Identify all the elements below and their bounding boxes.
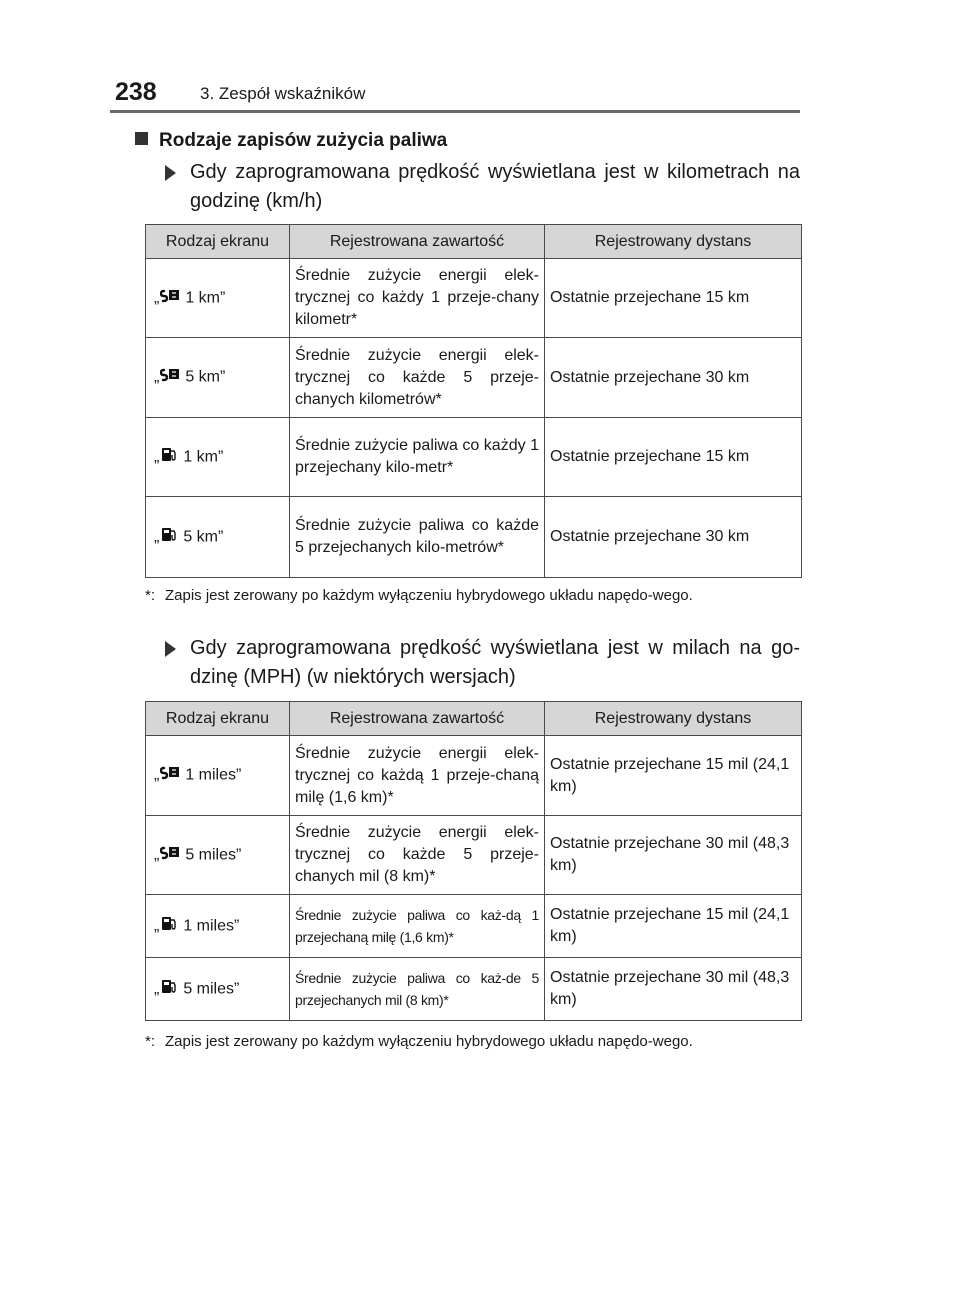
column-header-content: Rejestrowana zawartość [290,225,545,259]
column-header-screen-type: Rodzaj ekranu [146,702,290,736]
distance-cell: Ostatnie przejechane 15 km [545,418,802,497]
distance-cell: Ostatnie przejechane 30 mil (48,3 km) [545,958,802,1021]
footnote-marker: *: [145,1033,156,1050]
screen-type-cell: „ 5 miles” [146,816,290,895]
footnote [145,1030,800,1053]
table-row [146,958,802,1021]
distance-cell: Ostatnie przejechane 15 mil (24,1 km) [545,736,802,816]
table-header-row [146,702,802,736]
column-header-content: Rejestrowana zawartość [290,702,545,736]
screen-type-cell: „ 1 miles” [146,736,290,816]
subsection-mph [165,634,800,692]
chapter-title: 3. Zespół wskaźników [200,84,366,103]
distance-cell: Ostatnie przejechane 30 mil (48,3 km) [545,816,802,895]
table-row [146,259,802,338]
column-header-screen-type: Rodzaj ekranu [146,225,290,259]
fuel-pump-icon [160,914,178,939]
electric-consumption-icon [160,287,180,310]
section-heading [135,130,447,152]
screen-type-cell: „ 5 km” [146,497,290,578]
page-header [0,0,960,112]
subsection-km-text: Gdy zaprogramowana prędkość wyświetlana jest w kilometrach na godzinę (km/h) [190,161,800,212]
screen-type-cell: „ 1 km” [146,418,290,497]
column-header-distance: Rejestrowany dystans [545,702,802,736]
content-cell: Średnie zużycie energii elek-trycznej co każde 5 przeje-chanych kilometrów* [290,338,545,418]
screen-type-cell: „ 1 km” [146,259,290,338]
triangle-bullet-icon [165,165,176,181]
footnote-text: Zapis jest zerowany po każdym wyłączeniu hybrydowego układu napędo-wego. [165,1033,693,1050]
content-cell: Średnie zużycie energii elek-trycznej co każde 5 przeje-chanych mil (8 km)* [290,816,545,895]
table-row [146,816,802,895]
table-mph [145,701,802,1021]
square-bullet-icon [135,132,148,145]
footnote [145,584,800,607]
electric-consumption-icon [160,844,180,867]
page-number: 238 [115,78,157,106]
content-cell: Średnie zużycie paliwa co każde 5 przejechanych kilo-metrów* [290,497,545,578]
fuel-pump-icon [160,525,178,550]
fuel-pump-icon [160,445,178,470]
content-cell: Średnie zużycie energii elek-trycznej co każdy 1 przeje-chany kilometr* [290,259,545,338]
distance-cell: Ostatnie przejechane 30 km [545,338,802,418]
header-divider [110,110,800,113]
subsection-km [165,158,800,216]
triangle-bullet-icon [165,641,176,657]
screen-type-cell: „ 1 miles” [146,895,290,958]
fuel-pump-icon [160,977,178,1002]
table-row [146,338,802,418]
screen-type-cell: „ 5 miles” [146,958,290,1021]
section-heading-text: Rodzaje zapisów zużycia paliwa [159,130,448,151]
content-cell: Średnie zużycie paliwa co każ-de 5 przejechanych mil (8 km)* [290,958,545,1021]
table-row [146,418,802,497]
distance-cell: Ostatnie przejechane 15 km [545,259,802,338]
table-row [146,895,802,958]
content-cell: Średnie zużycie energii elek-trycznej co każdą 1 przeje-chaną milę (1,6 km)* [290,736,545,816]
electric-consumption-icon [160,764,180,787]
distance-cell: Ostatnie przejechane 30 km [545,497,802,578]
subsection-mph-text: Gdy zaprogramowana prędkość wyświetlana jest w milach na go-dzinę (MPH) (w niektórych wersjach) [190,637,800,688]
column-header-distance: Rejestrowany dystans [545,225,802,259]
content-cell: Średnie zużycie paliwa co każdy 1 przejechany kilo-metr* [290,418,545,497]
table-row [146,736,802,816]
footnote-text: Zapis jest zerowany po każdym wyłączeniu hybrydowego układu napędo-wego. [165,587,693,604]
content-cell: Średnie zużycie paliwa co każ-dą 1 przejechaną milę (1,6 km)* [290,895,545,958]
electric-consumption-icon [160,366,180,389]
table-km [145,224,802,578]
screen-type-cell: „ 5 km” [146,338,290,418]
table-header-row [146,225,802,259]
footnote-marker: *: [145,587,156,604]
distance-cell: Ostatnie przejechane 15 mil (24,1 km) [545,895,802,958]
table-row [146,497,802,578]
